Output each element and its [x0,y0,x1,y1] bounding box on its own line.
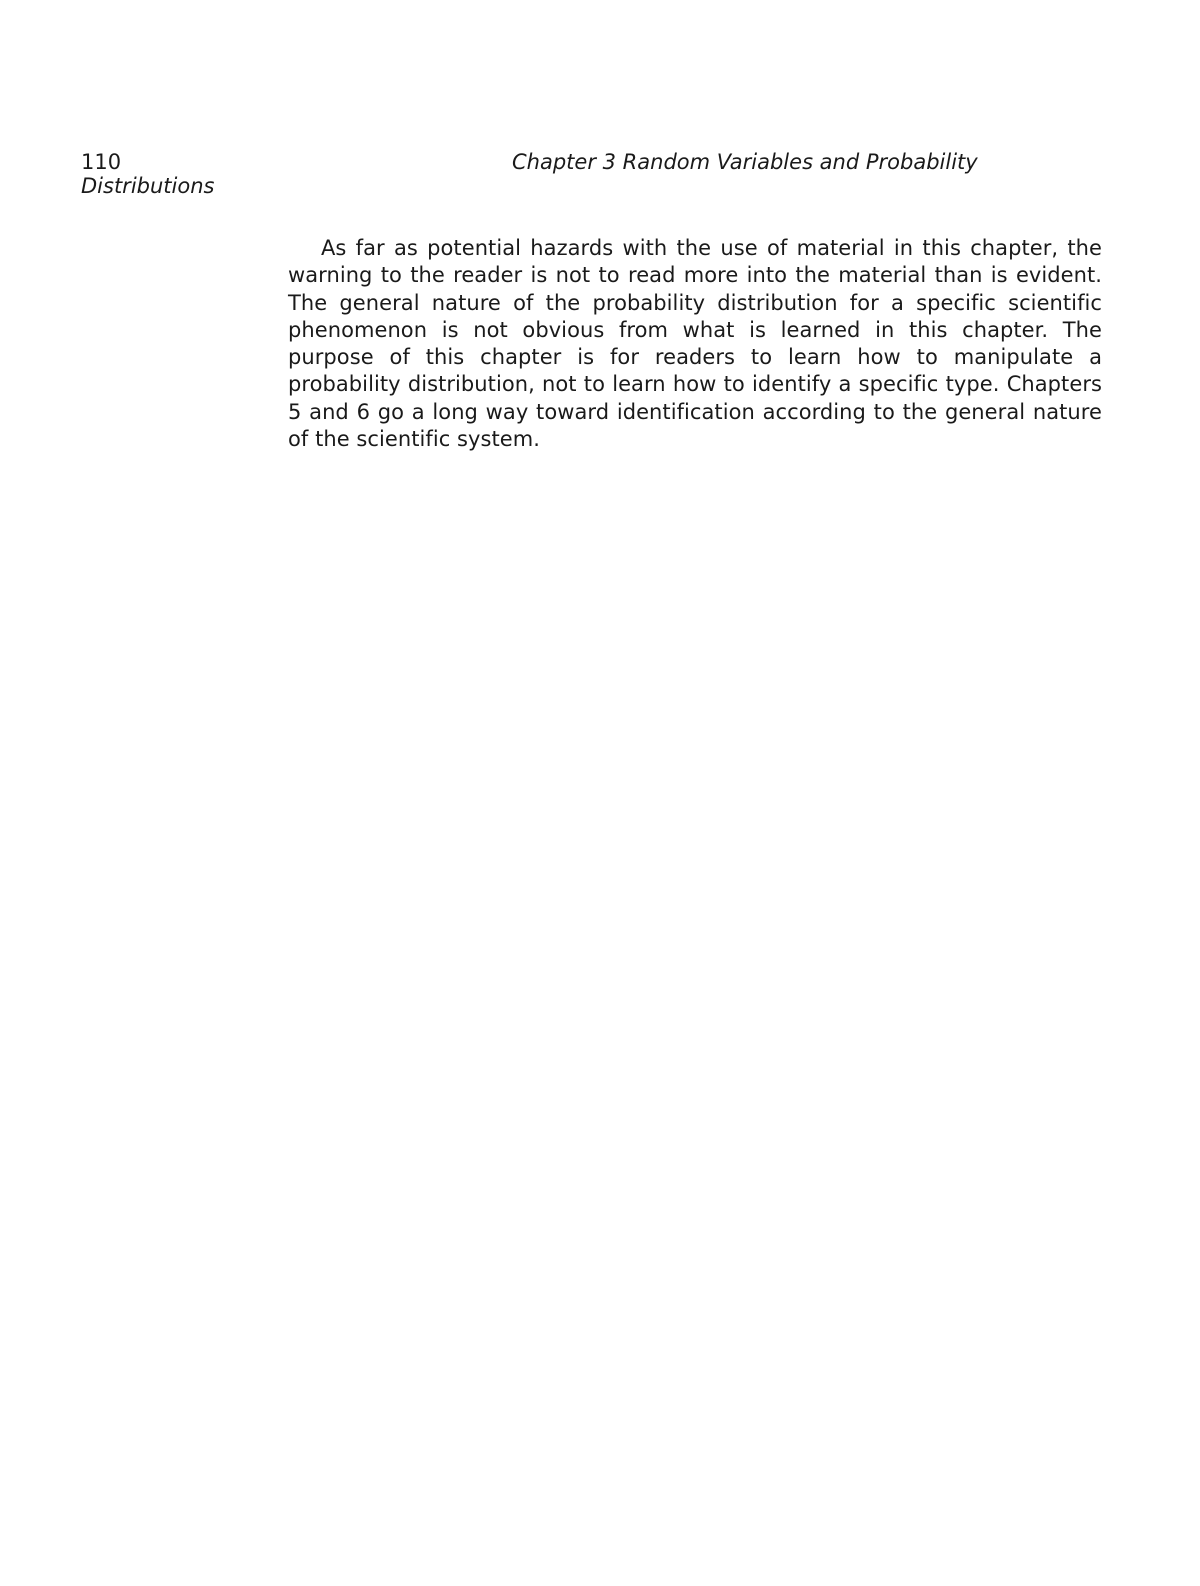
body-paragraph: As far as potential hazards with the use of material in this chapter, the warning to the reader is not to read more into the material than is evident. The general nature of the probability distribution for a specific scientific phenomenon is not obvious from what is learned in this chapter. The purpose of this chapter is for readers to learn how to manipulate a probability distribution, not to learn how to identify a specific type. Chapters 5 and 6 go a long way toward identification according to the general nature of the scientific system. [288,236,1102,452]
running-head-title: Chapter 3 Random Variables and Probability [512,150,978,174]
page-number: 110 [81,150,122,174]
running-head-title-continued: Distributions [81,174,215,198]
